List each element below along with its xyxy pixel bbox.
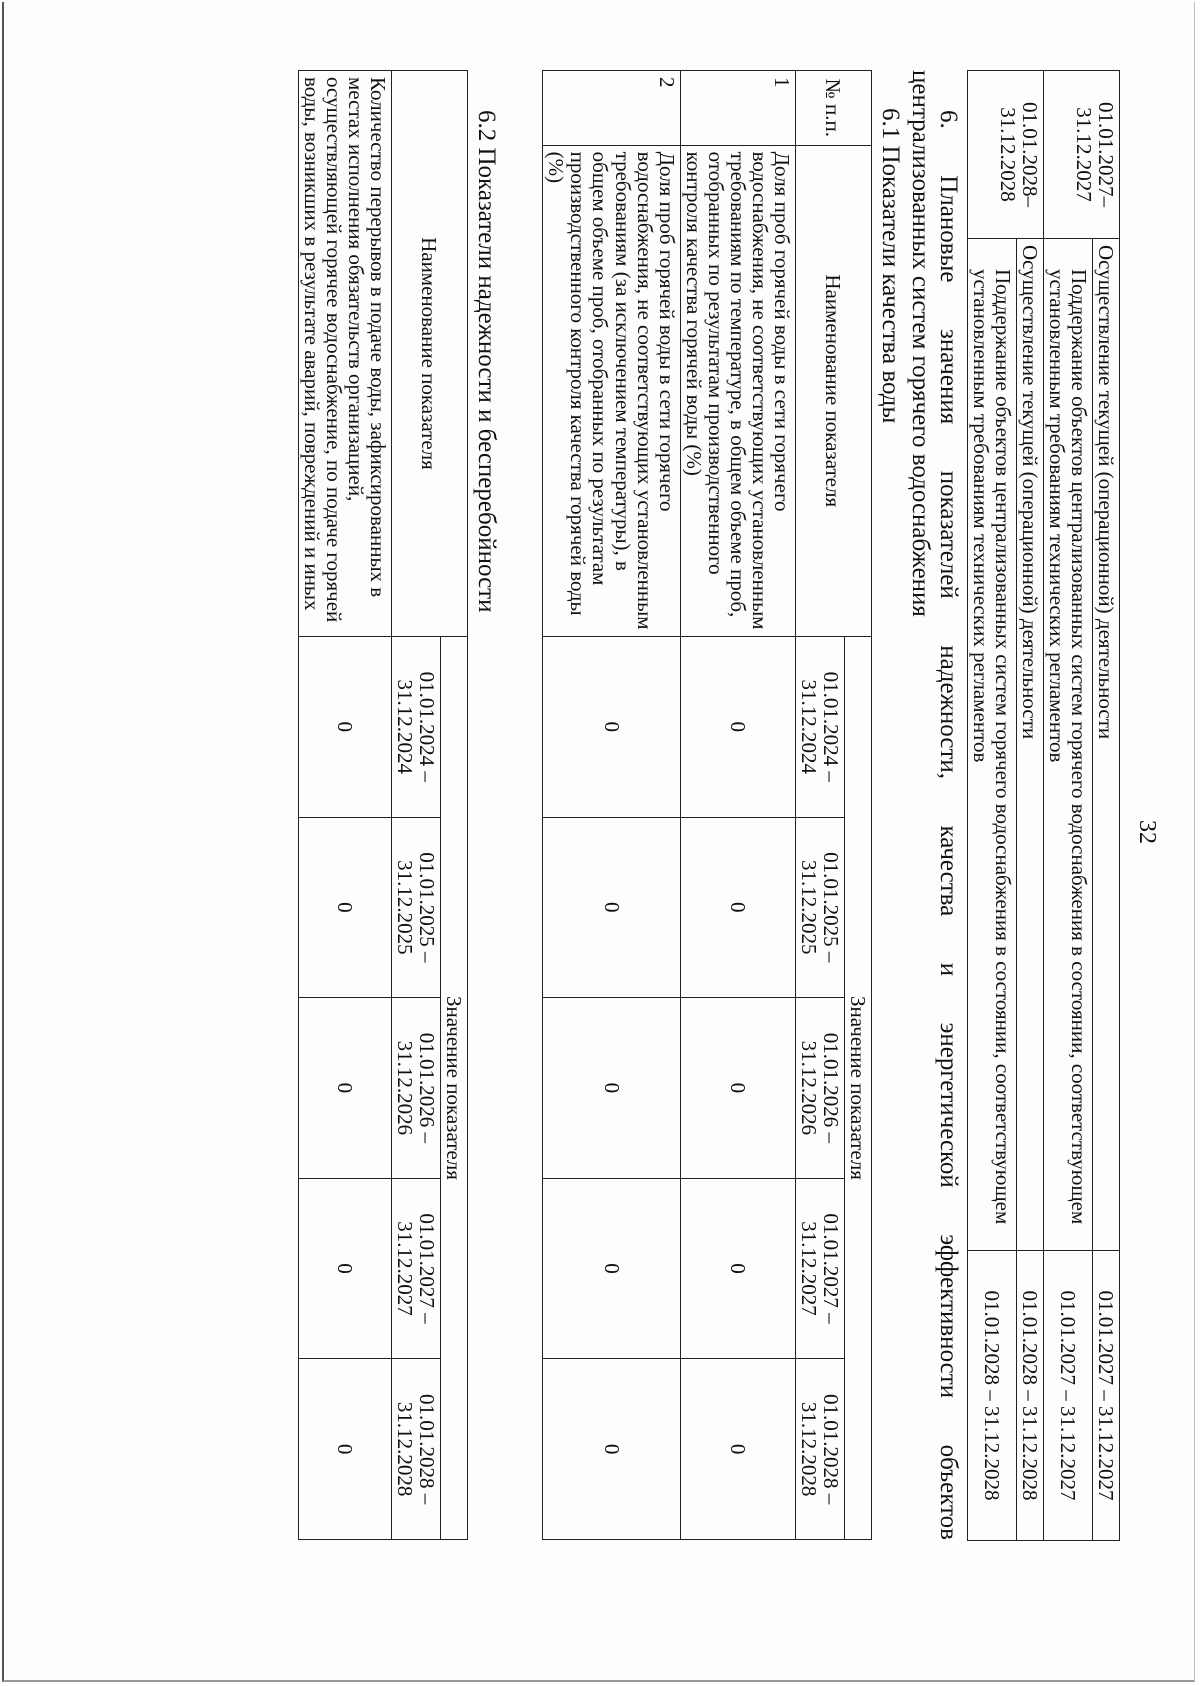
heading-word: показателей	[935, 470, 962, 599]
dates-cell: 01.01.2028 – 31.12.2028	[967, 1251, 1016, 1541]
period-header: 01.01.2026 – 31.12.2026	[391, 998, 440, 1179]
period-header: 01.01.2027 – 31.12.2027	[391, 1178, 440, 1359]
table-row	[680, 71, 795, 1540]
section-6-2-title: 6.2 Показатели надежности и бесперебойности	[473, 110, 500, 613]
table-row	[1016, 71, 1043, 1541]
column-header-value: Значение показателя	[440, 636, 467, 1539]
period-header: 01.01.2025 – 31.12.2025	[391, 817, 440, 998]
activity-cell: Осуществление текущей (операционной) деятельности	[1016, 239, 1043, 1251]
value-cell: 0	[543, 998, 680, 1179]
column-header-number: № п.п.	[795, 71, 871, 146]
value-cell: 0	[680, 1178, 795, 1359]
section-6-heading	[907, 70, 962, 1540]
period-header: 01.01.2024 – 31.12.2024	[391, 636, 440, 817]
indicator-name: Доля проб горячей воды в сети горячего водоснабжения, не соответствующих установленным требованиям по температуре, в общем объеме проб, отобранных по результатам производственного контроля качества горячей воды (%)	[680, 145, 795, 636]
table-row	[543, 71, 680, 1540]
section-6-1-title: 6.1 Показатели качества воды	[877, 108, 904, 424]
dates-cell: 01.01.2027 – 31.12.2027	[1092, 1251, 1119, 1541]
reliability-table	[298, 70, 468, 1540]
table-row	[967, 71, 1016, 1541]
section-6-heading-line2: централизованных систем горячего водоснабжения	[907, 70, 935, 617]
table-header-row	[440, 71, 467, 1540]
section-6-heading-line1	[935, 70, 963, 1540]
period-cell: 01.01.2027–31.12.2027	[1043, 71, 1119, 239]
heading-word: надежности,	[935, 645, 962, 779]
value-cell: 0	[298, 1178, 391, 1359]
period-header: 01.01.2024 – 31.12.2024	[795, 636, 844, 817]
rotated-page-content	[154, 70, 1160, 1630]
heading-word: эффективности	[935, 1234, 962, 1399]
table-row	[1043, 71, 1092, 1541]
column-header-value: Значение показателя	[844, 636, 871, 1539]
heading-word: энергетической	[935, 1022, 962, 1188]
value-cell: 0	[680, 636, 795, 817]
value-cell: 0	[298, 1359, 391, 1540]
value-cell: 0	[680, 817, 795, 998]
activity-cell: Осуществление текущей (операционной) деятельности	[1092, 239, 1119, 1251]
table-row	[298, 71, 391, 1540]
page-number: 32	[1134, 820, 1160, 844]
period-cell: 01.01.2028–31.12.2028	[967, 71, 1043, 239]
period-header: 01.01.2026 – 31.12.2026	[795, 998, 844, 1179]
table-header-row	[844, 71, 871, 1540]
column-header-name: Наименование показателя	[795, 145, 871, 636]
value-cell: 0	[543, 636, 680, 817]
period-header: 01.01.2025 – 31.12.2025	[795, 817, 844, 998]
heading-word: и	[935, 962, 962, 977]
period-header: 01.01.2027 – 31.12.2027	[795, 1178, 844, 1359]
row-number: 2	[543, 71, 680, 146]
dates-cell: 01.01.2028 – 31.12.2028	[1016, 1251, 1043, 1541]
value-cell: 0	[543, 1178, 680, 1359]
activity-cell: Поддержание объектов централизованных систем горячего водоснабжения в состоянии, соответствующем установленным требованиям технических регламентов	[1043, 239, 1092, 1251]
value-cell: 0	[543, 1359, 680, 1540]
period-header: 01.01.2028 – 31.12.2028	[391, 1359, 440, 1540]
heading-word: Плановые	[935, 175, 962, 283]
value-cell: 0	[298, 998, 391, 1179]
indicator-name: Доля проб горячей воды в сети горячего водоснабжения, не соответствующих установленным требованиям (за исключением температуры), в общем объеме проб, отобранных по результатам производственного контроля качества горячей воды (%)	[543, 145, 680, 636]
period-header: 01.01.2028 – 31.12.2028	[795, 1359, 844, 1540]
table-row	[1092, 71, 1119, 1541]
indicator-name: Количество перерывов в подаче воды, зафиксированных в местах исполнения обязательств организацией, осуществляющей горячее водоснабжение, по подаче горячей воды, возникших в результате аварий, повреждений и иных	[298, 71, 391, 637]
schedule-table	[967, 70, 1120, 1541]
value-cell: 0	[298, 636, 391, 817]
heading-word: объектов	[935, 1444, 962, 1540]
value-cell: 0	[680, 998, 795, 1179]
activity-cell: Поддержание объектов централизованных систем горячего водоснабжения в состоянии, соответствующем установленным требованиям технических регламентов	[967, 239, 1016, 1251]
value-cell: 0	[680, 1359, 795, 1540]
value-cell: 0	[543, 817, 680, 998]
column-header-name: Наименование показателя	[391, 71, 467, 637]
heading-word: значения	[935, 328, 962, 425]
dates-cell: 01.01.2027 – 31.12.2027	[1043, 1251, 1092, 1541]
section-6-number: 6.	[935, 110, 962, 129]
heading-word: качества	[935, 825, 962, 917]
water-quality-table	[542, 70, 872, 1540]
row-number: 1	[680, 71, 795, 146]
value-cell: 0	[298, 817, 391, 998]
